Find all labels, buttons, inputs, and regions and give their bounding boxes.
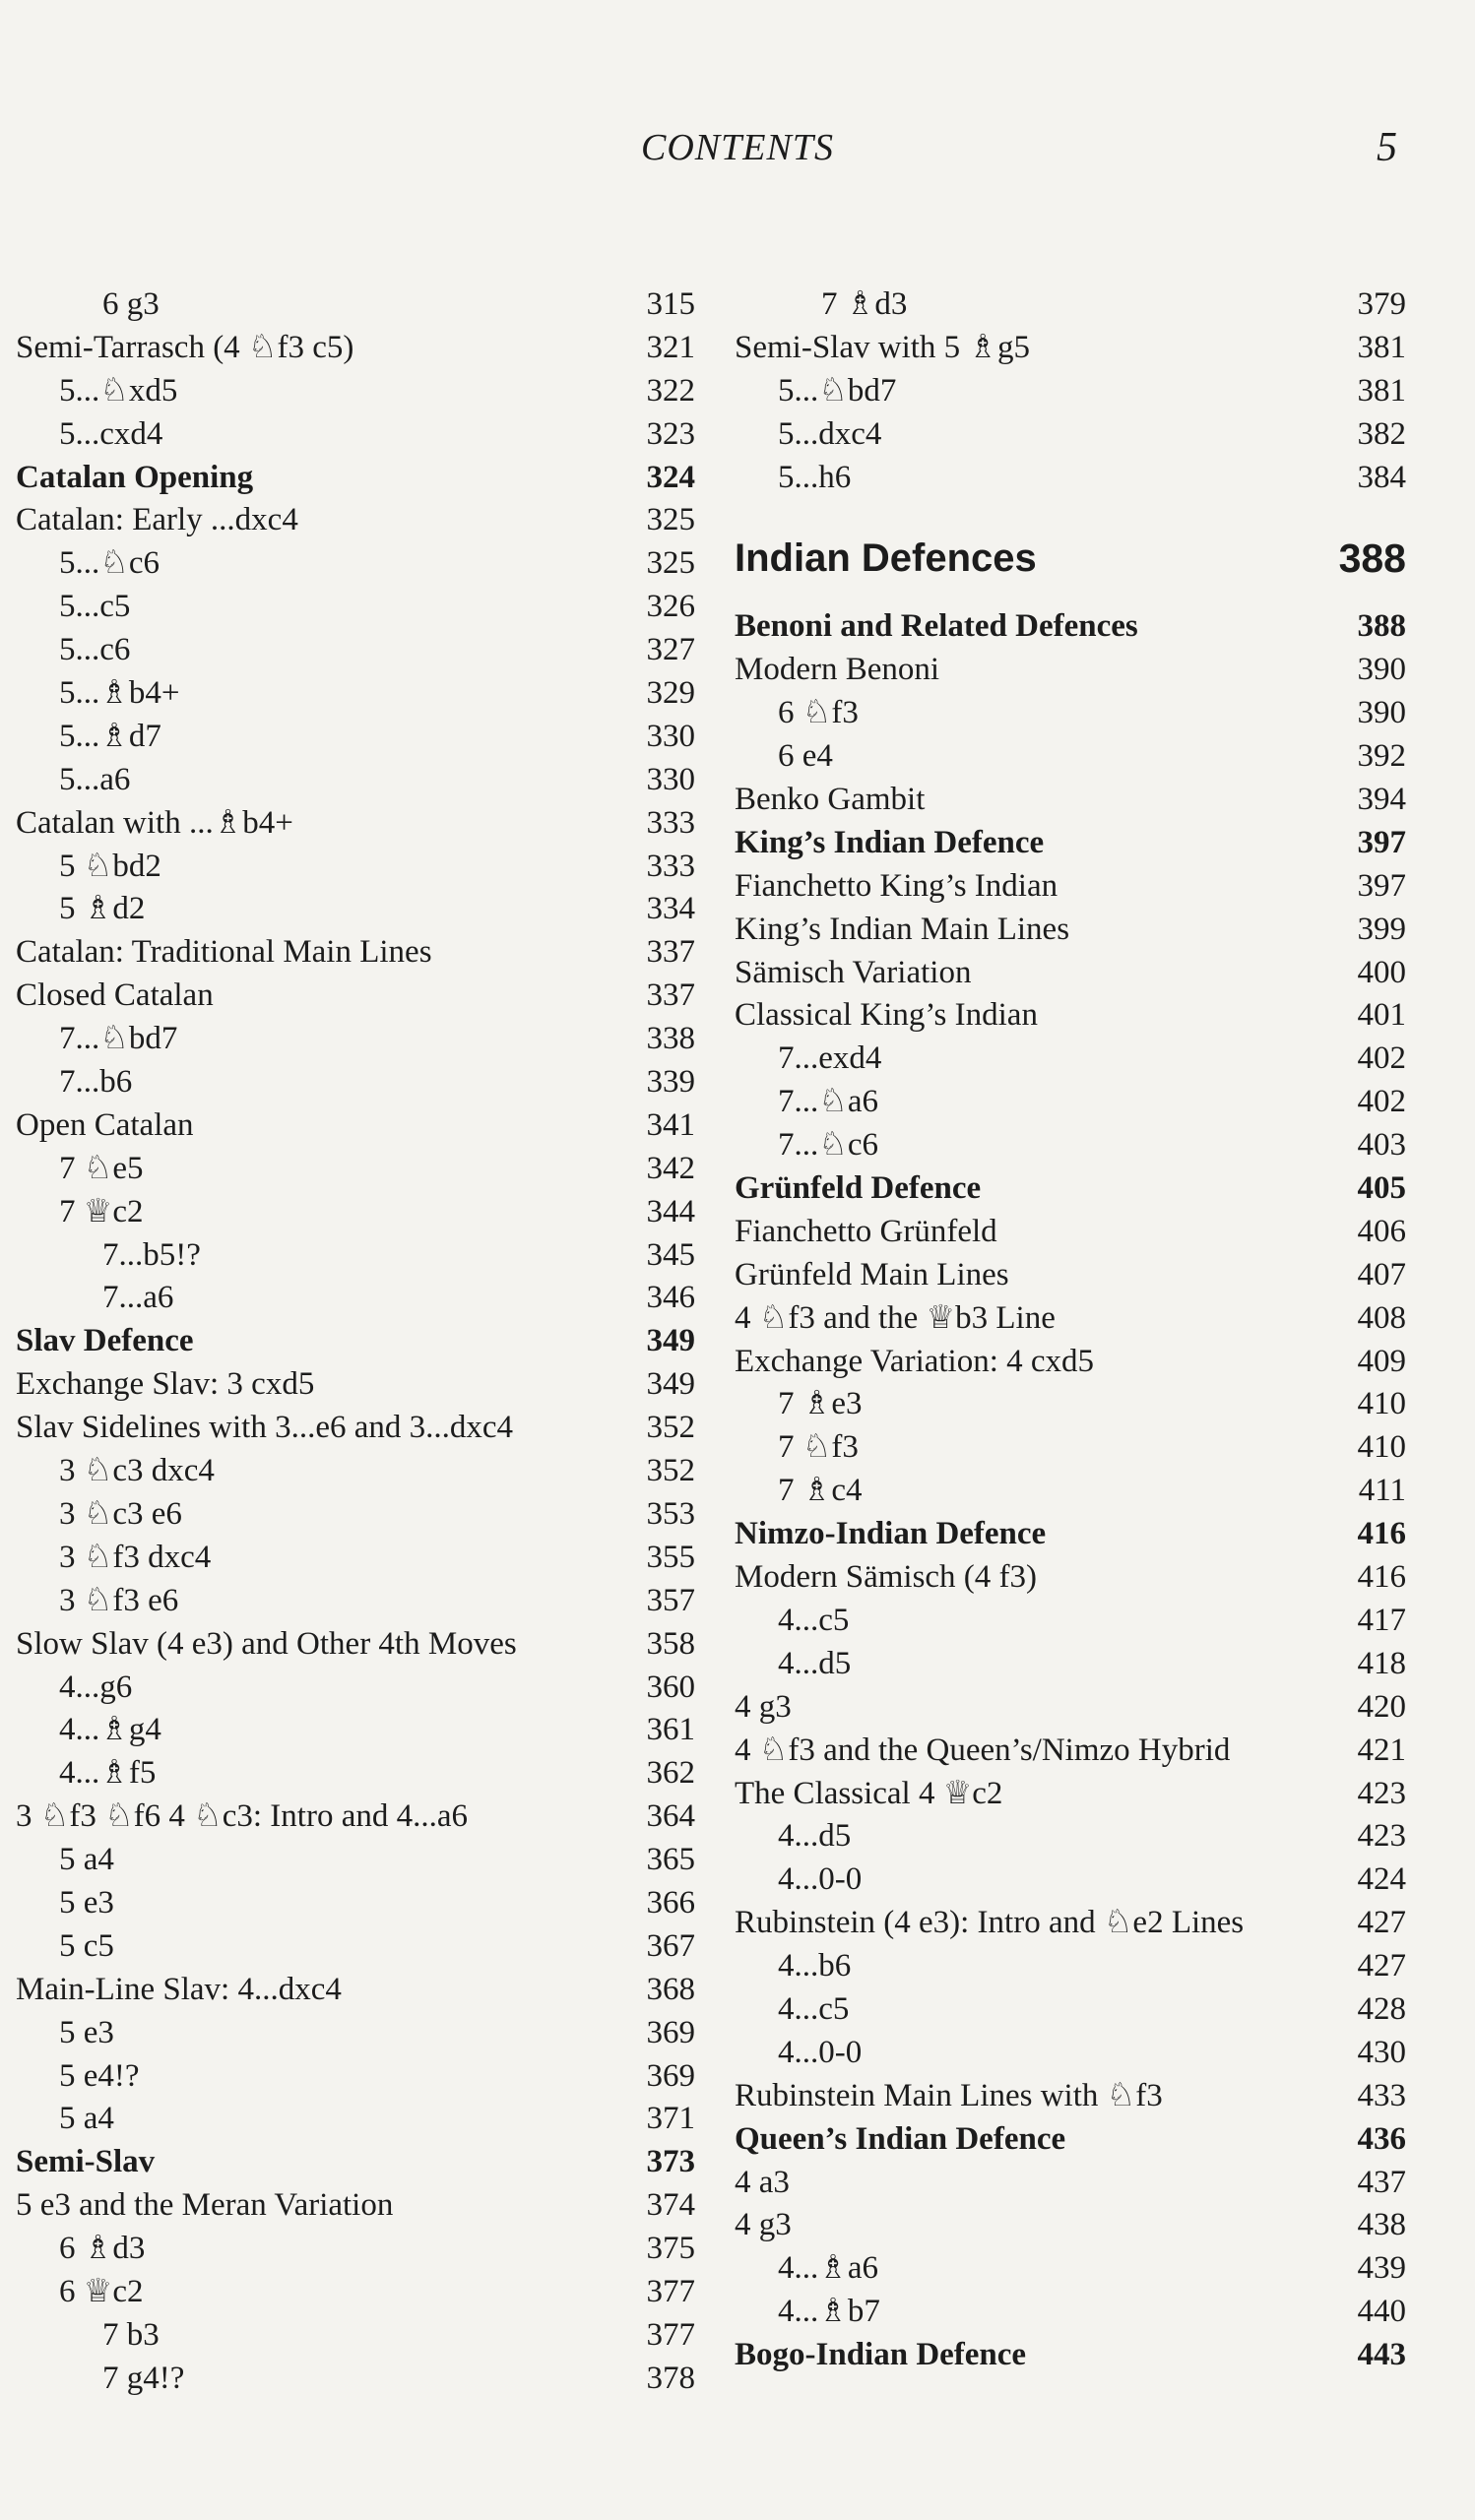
toc-entry-page: 346 [646,1280,695,1316]
toc-entry-label: Semi-Tarrasch (4 ♘f3 c5) [16,329,354,365]
toc-entry-label: 5 ♘bd2 [59,848,161,884]
toc-entry-page: 379 [1357,286,1406,322]
toc-entry [16,2098,695,2141]
toc-entry-label: The Classical 4 ♕c2 [735,1775,1003,1811]
toc-entry-label: Grünfeld Main Lines [735,1256,1009,1292]
toc-entry-label: 5...cxd4 [59,415,163,452]
contents-right-column [735,284,1406,2377]
toc-entry-page: 430 [1357,2034,1406,2070]
toc-entry [735,1730,1406,1773]
toc-entry-label: 6 e4 [778,738,833,775]
toc-entry-label: 4...0-0 [778,1861,863,1898]
toc-entry [735,2162,1406,2205]
toc-entry-page: 382 [1357,415,1406,452]
toc-entry-page: 390 [1357,695,1406,731]
toc-entry-label: 6 ♘f3 [778,695,859,731]
toc-entry-label: Semi-Slav [16,2144,156,2180]
toc-entry-page: 325 [646,545,695,582]
toc-entry-page: 421 [1357,1732,1406,1768]
toc-entry-label: 5 ♗d2 [59,891,146,927]
toc-entry [16,1277,695,1320]
toc-entry [16,1104,695,1148]
toc-entry [16,888,695,931]
toc-entry-page: 408 [1357,1299,1406,1336]
toc-entry [735,1254,1406,1297]
toc-entry [735,1211,1406,1254]
toc-entry [735,1341,1406,1384]
toc-entry-label: 4...♗b7 [778,2294,880,2330]
toc-entry [16,2314,695,2358]
toc-entry-label: Indian Defences [735,536,1037,581]
toc-entry-page: 417 [1357,1602,1406,1638]
toc-entry-page: 355 [646,1539,695,1575]
toc-entry [735,2291,1406,2334]
toc-entry [735,1297,1406,1341]
toc-entry [735,2334,1406,2377]
toc-entry-page: 323 [646,415,695,452]
toc-entry-label: 5 e3 [59,2014,114,2050]
toc-entry-label: Catalan: Traditional Main Lines [16,934,432,971]
toc-entry [735,457,1406,500]
toc-entry-page: 373 [646,2144,695,2180]
toc-entry [735,994,1406,1038]
toc-entry-label: 4 a3 [735,2164,790,2200]
toc-entry-label: 7 ♗e3 [778,1386,863,1422]
toc-entry [735,692,1406,735]
toc-entry [735,327,1406,370]
toc-entry [735,1167,1406,1211]
toc-entry-page: 410 [1357,1429,1406,1466]
toc-entry-page: 374 [646,2187,695,2224]
toc-entry-label: Sämisch Variation [735,954,972,990]
toc-entry-label: 5 e3 [59,1884,114,1921]
toc-entry-label: 7...♘c6 [778,1127,878,1164]
toc-entry [16,1667,695,1710]
toc-entry [16,2184,695,2228]
toc-entry [735,413,1406,457]
toc-entry-label: Exchange Variation: 4 cxd5 [735,1343,1095,1379]
toc-entry-label: 3 ♘f3 e6 [59,1582,179,1618]
toc-entry [16,1709,695,1752]
toc-entry-label: Slav Sidelines with 3...e6 and 3...dxc4 [16,1410,514,1446]
toc-entry-label: Nimzo-Indian Defence [735,1516,1047,1552]
toc-entry [16,1925,695,1969]
toc-entry-page: 369 [646,2057,695,2094]
toc-entry-label: 7...b5!? [102,1236,201,1273]
toc-entry [16,672,695,716]
toc-entry [735,1858,1406,1902]
toc-entry-page: 345 [646,1236,695,1273]
toc-entry [16,1363,695,1407]
toc-entry-page: 361 [646,1712,695,1748]
toc-entry-label: 5...♗b4+ [59,675,180,712]
toc-entry-page: 400 [1357,954,1406,990]
toc-entry-page: 436 [1357,2120,1406,2157]
toc-entry [735,1902,1406,1945]
toc-entry [16,586,695,629]
toc-entry-label: 7...exd4 [778,1040,882,1077]
toc-entry-page: 420 [1357,1688,1406,1725]
toc-entry-label: King’s Indian Main Lines [735,911,1070,947]
toc-entry [735,1038,1406,1081]
toc-entry-label: 7...a6 [102,1280,174,1316]
toc-entry [16,2228,695,2271]
toc-entry-label: 5...♘c6 [59,545,160,582]
toc-entry-label: Slow Slav (4 e3) and Other 4th Moves [16,1625,517,1662]
toc-entry-page: 344 [646,1193,695,1229]
toc-entry [16,284,695,327]
toc-entry-page: 360 [646,1669,695,1705]
toc-entry [16,1493,695,1537]
toc-entry [735,1470,1406,1513]
toc-entry-label: 7 ♘f3 [778,1429,859,1466]
toc-entry-label: 3 ♘f3 ♘f6 4 ♘c3: Intro and 4...a6 [16,1798,468,1835]
toc-entry [735,1686,1406,1730]
toc-entry-label: Catalan with ...♗b4+ [16,804,293,841]
toc-entry-label: Main-Line Slav: 4...dxc4 [16,1971,342,2007]
toc-entry-label: 4...c5 [778,1990,850,2027]
toc-entry-page: 362 [646,1755,695,1792]
toc-entry-label: Closed Catalan [16,977,214,1014]
toc-entry-page: 339 [646,1064,695,1101]
toc-entry-label: 5...dxc4 [778,415,882,452]
toc-entry-label: 5...♗d7 [59,718,161,754]
toc-entry [16,1796,695,1839]
toc-entry [16,931,695,975]
toc-entry [16,1537,695,1580]
toc-entry-label: 3 ♘c3 dxc4 [59,1453,215,1489]
toc-entry [735,2075,1406,2118]
toc-entry-label: Exchange Slav: 3 cxd5 [16,1366,315,1403]
toc-entry-page: 337 [646,934,695,971]
toc-entry-page: 369 [646,2014,695,2050]
toc-entry-label: 4...♗g4 [59,1712,161,1748]
toc-entry-page: 365 [646,1842,695,1878]
toc-entry-page: 324 [646,459,695,495]
toc-entry-label: 4 g3 [735,2207,792,2243]
toc-entry [16,1234,695,1278]
toc-entry [16,327,695,370]
toc-entry [735,952,1406,995]
toc-entry-page: 424 [1357,1861,1406,1898]
toc-entry [735,1383,1406,1426]
toc-entry-page: 330 [646,761,695,797]
toc-entry-page: 322 [646,372,695,409]
toc-entry [16,1882,695,1925]
toc-entry-page: 390 [1357,652,1406,688]
toc-entry [735,2247,1406,2291]
toc-entry-page: 353 [646,1495,695,1532]
toc-entry-page: 381 [1357,372,1406,409]
toc-entry-page: 325 [646,502,695,538]
toc-entry-page: 409 [1357,1343,1406,1379]
toc-entry-page: 349 [646,1323,695,1359]
toc-entry-label: Fianchetto King’s Indian [735,867,1058,904]
toc-entry [16,1191,695,1234]
toc-entry [735,779,1406,822]
toc-entry-label: Rubinstein Main Lines with ♘f3 [735,2077,1163,2113]
toc-entry-label: 4...♗f5 [59,1755,157,1792]
toc-entry-page: 440 [1357,2294,1406,2330]
toc-entry [735,1556,1406,1600]
toc-entry-label: Slav Defence [16,1323,194,1359]
toc-entry-label: Benko Gambit [735,782,926,818]
toc-entry-page: 366 [646,1884,695,1921]
toc-entry-page: 439 [1357,2250,1406,2287]
toc-entry-label: 6 g3 [102,286,160,322]
toc-entry-label: Modern Benoni [735,652,940,688]
toc-entry [735,1426,1406,1470]
toc-entry [16,759,695,802]
toc-entry-label: 5...h6 [778,459,852,495]
toc-entry-page: 397 [1357,867,1406,904]
page-header [0,126,1475,185]
toc-entry [16,802,695,846]
toc-entry-label: 4...♗a6 [778,2250,878,2287]
toc-entry-label: 4...d5 [778,1818,852,1855]
toc-entry-page: 427 [1357,1948,1406,1984]
toc-entry-page: 377 [646,2273,695,2309]
toc-entry-label: 7 b3 [102,2316,160,2353]
toc-entry-page: 342 [646,1150,695,1186]
toc-entry-page: 427 [1357,1905,1406,1941]
section-heading [735,511,1406,605]
toc-entry-label: 5 a4 [59,1842,114,1878]
toc-entry [16,1320,695,1363]
toc-entry [16,1623,695,1667]
toc-entry-page: 407 [1357,1256,1406,1292]
toc-entry-label: 7...♘a6 [778,1084,878,1120]
toc-entry-page: 357 [646,1582,695,1618]
toc-entry [735,1600,1406,1643]
toc-entry-label: 4 ♘f3 and the Queen’s/Nimzo Hybrid [735,1732,1231,1768]
toc-entry-page: 349 [646,1366,695,1403]
toc-entry [16,1018,695,1061]
toc-entry-label: 4 ♘f3 and the ♕b3 Line [735,1299,1056,1336]
toc-entry [735,1124,1406,1167]
toc-entry [735,370,1406,413]
toc-entry [16,716,695,759]
toc-entry [16,846,695,889]
toc-entry [16,370,695,413]
toc-entry-page: 367 [646,1927,695,1964]
toc-entry-page: 402 [1357,1084,1406,1120]
toc-entry-page: 378 [646,2360,695,2396]
toc-entry-label: Semi-Slav with 5 ♗g5 [735,329,1030,365]
toc-entry-page: 397 [1357,824,1406,860]
toc-entry-label: 4...c5 [778,1602,850,1638]
toc-entry [735,2032,1406,2075]
toc-entry-page: 399 [1357,911,1406,947]
toc-entry [16,975,695,1018]
toc-entry-label: Queen’s Indian Defence [735,2120,1066,2157]
contents-left-column [16,284,695,2401]
toc-entry-label: 5...a6 [59,761,131,797]
toc-entry-page: 416 [1357,1516,1406,1552]
toc-entry [16,1580,695,1623]
toc-entry [735,1988,1406,2032]
toc-entry-page: 392 [1357,738,1406,775]
toc-entry-label: 7 ♗c4 [778,1473,863,1509]
toc-entry [16,1148,695,1191]
toc-entry-label: Benoni and Related Defences [735,608,1138,645]
toc-entry-label: 7 ♕c2 [59,1193,144,1229]
toc-entry [735,1815,1406,1858]
toc-entry [16,457,695,500]
toc-entry-label: Modern Sämisch (4 f3) [735,1559,1038,1596]
toc-entry-label: Open Catalan [16,1106,194,1143]
toc-entry-label: Catalan Opening [16,459,254,495]
toc-entry-page: 406 [1357,1213,1406,1249]
toc-entry-page: 321 [646,329,695,365]
toc-entry-page: 428 [1357,1990,1406,2027]
toc-entry-page: 418 [1357,1645,1406,1681]
toc-entry-page: 358 [646,1625,695,1662]
toc-entry-label: 7...♘bd7 [59,1021,178,1057]
toc-entry-page: 371 [646,2101,695,2137]
toc-entry-page: 437 [1357,2164,1406,2200]
toc-entry [735,649,1406,692]
toc-entry-page: 337 [646,977,695,1014]
running-header-title: CONTENTS [641,127,834,168]
toc-entry-page: 416 [1357,1559,1406,1596]
toc-entry-label: Rubinstein (4 e3): Intro and ♘e2 Lines [735,1905,1245,1941]
toc-entry-label: 5 e3 and the Meran Variation [16,2187,394,2224]
toc-entry-page: 315 [646,286,695,322]
toc-entry-page: 401 [1357,997,1406,1034]
toc-entry-page: 377 [646,2316,695,2353]
toc-entry [16,2055,695,2099]
toc-entry-page: 438 [1357,2207,1406,2243]
toc-entry [735,735,1406,779]
toc-entry-page: 338 [646,1021,695,1057]
toc-entry-page: 411 [1358,1473,1406,1509]
toc-entry [16,1839,695,1882]
toc-entry [16,2358,695,2401]
toc-entry [735,2118,1406,2162]
toc-entry [16,413,695,457]
toc-entry-label: 7 ♗d3 [821,286,908,322]
toc-entry-page: 327 [646,632,695,668]
toc-entry-page: 423 [1357,1818,1406,1855]
toc-entry [16,2141,695,2184]
toc-entry [16,2271,695,2314]
toc-entry [16,1061,695,1104]
toc-entry-page: 329 [646,675,695,712]
toc-entry-label: 5...♘bd7 [778,372,897,409]
toc-entry [16,499,695,542]
toc-entry [16,1407,695,1450]
toc-entry-label: 4...d5 [778,1645,852,1681]
toc-entry-page: 352 [646,1453,695,1489]
toc-entry-label: 5...c6 [59,632,131,668]
toc-entry-page: 423 [1357,1775,1406,1811]
toc-entry-label: Fianchetto Grünfeld [735,1213,997,1249]
toc-entry [735,822,1406,865]
toc-entry [735,909,1406,952]
toc-entry [735,1773,1406,1816]
toc-entry [735,1945,1406,1988]
toc-entry-label: 3 ♘f3 dxc4 [59,1539,212,1575]
toc-entry-page: 443 [1357,2337,1406,2373]
toc-entry-page: 388 [1338,536,1406,582]
toc-entry-page: 384 [1357,459,1406,495]
toc-entry-page: 352 [646,1410,695,1446]
toc-entry [735,1081,1406,1124]
toc-entry-page: 334 [646,891,695,927]
toc-entry [735,2204,1406,2247]
toc-entry-page: 330 [646,718,695,754]
toc-entry-page: 333 [646,804,695,841]
toc-entry-page: 402 [1357,1040,1406,1077]
toc-entry-label: Grünfeld Defence [735,1170,982,1207]
toc-entry-label: Bogo-Indian Defence [735,2337,1027,2373]
toc-entry [16,2012,695,2055]
toc-entry [16,629,695,672]
toc-entry-page: 394 [1357,782,1406,818]
toc-entry-page: 341 [646,1106,695,1143]
page-number: 5 [1377,125,1397,170]
toc-entry-label: 4...b6 [778,1948,852,1984]
toc-entry [735,1643,1406,1686]
toc-entry-label: 4...0-0 [778,2034,863,2070]
toc-entry-label: 7 ♘e5 [59,1150,144,1186]
toc-entry-page: 433 [1357,2077,1406,2113]
toc-entry [735,1513,1406,1556]
toc-entry [16,542,695,586]
toc-entry [735,605,1406,649]
toc-entry-label: 5 a4 [59,2101,114,2137]
toc-entry-label: King’s Indian Defence [735,824,1045,860]
toc-entry-label: 7 g4!? [102,2360,185,2396]
toc-entry-page: 381 [1357,329,1406,365]
toc-entry-page: 368 [646,1971,695,2007]
toc-entry [735,284,1406,327]
toc-entry-label: 5...c5 [59,589,131,625]
toc-entry-page: 364 [646,1798,695,1835]
toc-entry [16,1969,695,2012]
toc-entry-label: Catalan: Early ...dxc4 [16,502,298,538]
toc-entry-label: 6 ♗d3 [59,2231,146,2267]
toc-entry [16,1450,695,1493]
toc-entry-label: 5 c5 [59,1927,114,1964]
toc-entry-label: 4...g6 [59,1669,133,1705]
toc-entry-page: 375 [646,2231,695,2267]
toc-entry-label: 3 ♘c3 e6 [59,1495,182,1532]
toc-entry [16,1752,695,1796]
toc-entry-page: 410 [1357,1386,1406,1422]
toc-entry-label: 6 ♕c2 [59,2273,144,2309]
toc-entry-label: 5...♘xd5 [59,372,178,409]
toc-entry [735,865,1406,909]
toc-entry-page: 333 [646,848,695,884]
toc-entry-label: 4 g3 [735,1688,792,1725]
toc-entry-page: 326 [646,589,695,625]
toc-entry-page: 388 [1357,608,1406,645]
toc-entry-label: 7...b6 [59,1064,133,1101]
toc-entry-label: Classical King’s Indian [735,997,1038,1034]
toc-entry-page: 405 [1357,1170,1406,1207]
toc-entry-page: 403 [1357,1127,1406,1164]
toc-entry-label: 5 e4!? [59,2057,140,2094]
